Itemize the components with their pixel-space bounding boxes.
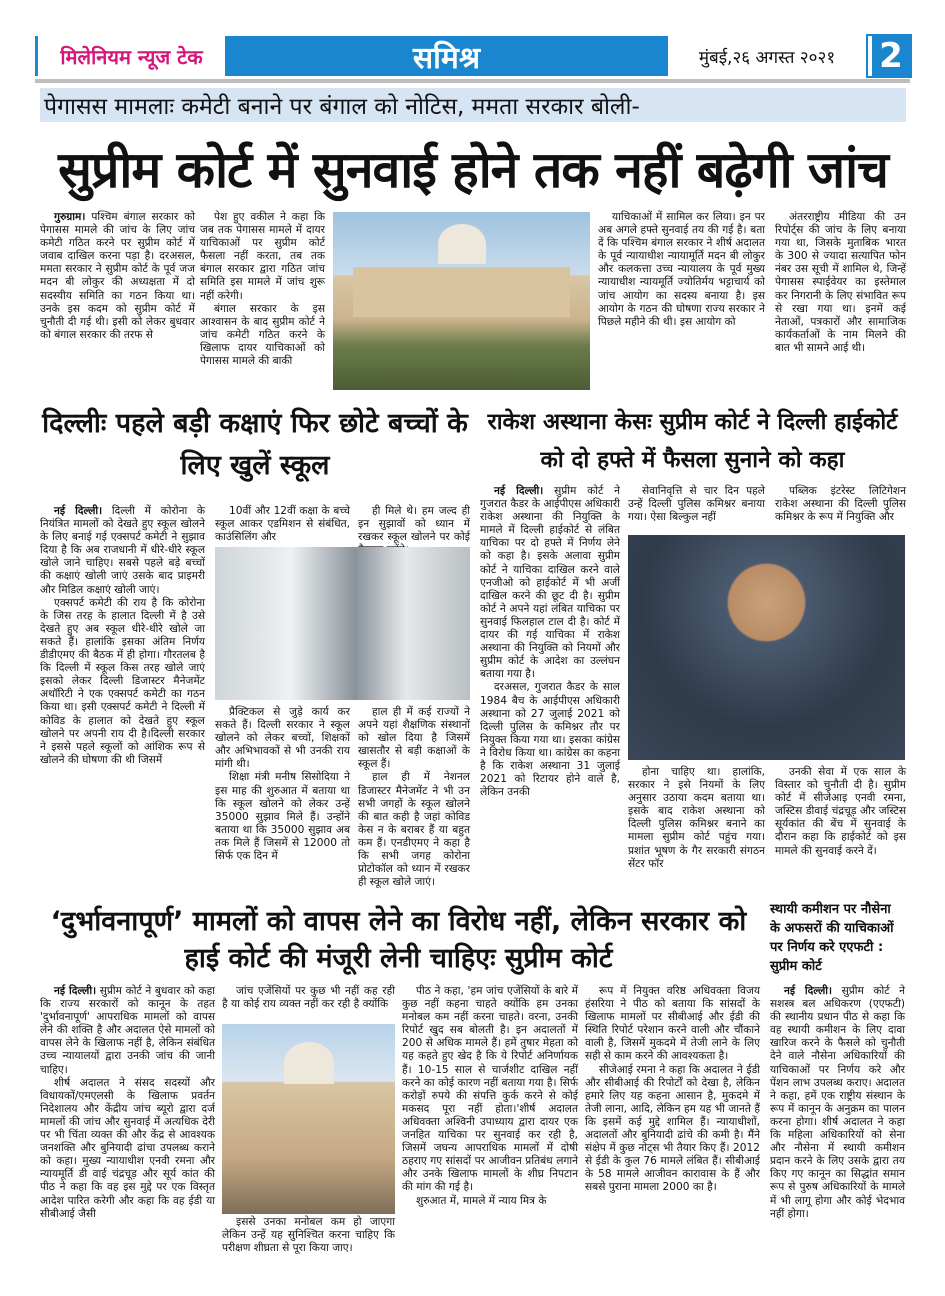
- paragraph: [480, 485, 620, 681]
- paragraph-text: एक्सपर्ट कमेटी की राय है कि कोरोना के जिस तरह के हालात दिल्ली में है उसे देखते हुए अब स्कूल धीरे-धीरे खोले जा सकते हैं। हालांकि इसका अंतिम निर्णय डीडीएमए की बैठक में ही होगा। गौरतलब है कि दिल्ली में स्कूल किस तरह खोले जाएं इसको लेकर दिल्ली डिजास्टर मैनेजमेंट अथॉरिटी ने एक एक्सपर्ट कमेटी का गठन किया था। इसी एक्सपर्ट कमेटी ने दिल्ली में कोविड के हालात को देखते हुए स्कूल खोलने पर अपनी राय दी है।दिल्ली सरकार ने इससे पहले स्कूलों को आंशिक रूप से खोलने की घोषणा की थी जिसमें: [40, 596, 205, 766]
- paragraph-text: 10वीं और 12वीं कक्षा के बच्चे स्कूल आकर एडमिशन से संबंधित, काउंसिलिंग और: [215, 505, 350, 544]
- asthana-col-3-bottom: [775, 766, 906, 886]
- paragraph: [40, 211, 195, 342]
- navy-col-1: [770, 985, 905, 1257]
- cases-col-4: [585, 985, 760, 1257]
- paragraph: [402, 1195, 578, 1208]
- schools-headline: दिल्लीः पहले बड़ी कक्षाएं फिर छोटे बच्चों के लिए खुलें स्कूल: [42, 408, 468, 481]
- paragraph-text: शिक्षा मंत्री मनीष सिसोदिया ने इस माह की शुरुआत में बताया था कि स्कूल खोलने को लेकर उन्हें 35000 सुझाव मिले हैं। उन्होंने बताया था कि 35000 सुझाव अब तक मिले हैं जिसमें से 12000 तो सिर्फ एक दिन में: [215, 771, 350, 863]
- paragraph: [585, 985, 760, 1064]
- paragraph-text: सीजेआई रमना ने कहा कि अदालत ने ईडी और सीबीआई की रिपोर्टों को देखा है, लेकिन हमारे लिए यह कहना आसान है, मुकदमे में तेजी लाना, आदि, लेकिन हम यह भी जानते हैं कि इसमें कई मुद्दे शामिल हैं। न्यायाधीशों, अदालतों और बुनियादी ढांचे की कमी है। मैंने संक्षेप में कुछ नोट्स भी तैयार किए हैं। 2012 से ईडी के कुल 76 मामले लंबित हैं। सीबीआई के 58 मामले आजीवन कारावास के हैं और सबसे पुराना मामला 2000 का है।: [585, 1063, 760, 1194]
- paragraph-text: पब्लिक इंटरेस्ट लिटिगेशन राकेश अस्थाना की दिल्ली पुलिस कमिश्नर के रूप में नियुक्ति और: [775, 485, 906, 524]
- schools-col-3-bottom: [358, 706, 470, 896]
- paragraph-text: हाल ही में कई राज्यों ने अपने यहां शैक्षणिक संस्थानों को खोल दिया है जिसमें खासतौर से बड़ी कक्षाओं के स्कूल हैं।: [358, 706, 470, 771]
- page-number: 2: [868, 36, 910, 76]
- paragraph-text: दरअसल, गुजरात कैडर के साल 1984 बैच के आईपीएस अधिकारी अस्थाना को 27 जुलाई 2021 को दिल्ली पुलिस के कमिश्नर तौर पर नियुक्त किया गया था। इसका कांग्रेस ने विरोध किया था। कांग्रेस का कहना है कि राकेश अस्थाना 31 जुलाई 2021 को रिटायर होने वाले है, लेकिन उनकी: [480, 681, 620, 799]
- paragraph: [585, 1064, 760, 1195]
- dateline: नई दिल्ली।: [54, 505, 103, 517]
- paragraph-text: सुप्रीम कोर्ट ने सशस्त्र बल अधिकरण (एएफटी) की स्थानीय प्रधान पीठ से कहा कि वह स्थायी कमीशन के लिए दावा खारिज करने के फैसले को चुनौती देने वाले नौसेना अधिकारियों की याचिकाओं पर निर्णय करे और पेंशन लाभ उपलब्ध कराए। अदालत ने कहा, हमें एक राष्ट्रीय संस्थान के रूप में कानून के अनुक्रम का पालन करना होगा। शीर्ष अदालत ने कहा कि महिला अधिकारियों को सेना और नौसेना में स्थायी कमीशन प्रदान करने के लिए उसके द्वारा तय किए गए कानून का सिद्धांत समान रूप से पुरुष अधिकारियों के मामले में भी लागू होगा और कोई भेदभाव नहीं होगा।: [770, 985, 906, 1220]
- lead-col-3: [598, 211, 765, 393]
- asthana-col-2-top: [628, 485, 765, 531]
- paragraph-text: याचिकाओं में सामिल कर लिया। इन पर अब अगले हफ्ते सुनवाई तय की गई है। बता दें कि पश्चिम बंगाल सरकार ने शीर्ष अदालत के पूर्व न्यायाधीश न्यायामूर्ति मदन बी लोकुर और कलकत्ता उच्च न्यायालय के पूर्व मुख्य न्यायाधीश न्यायमूर्ति ज्योतिर्मय भट्टाचार्य को जांच आयोग का सदस्य बनाया है। इस आयोग के गठन की घोषणा राज्य सरकार ने पिछले महीने की थी। इस आयोग को: [598, 211, 765, 328]
- paragraph-text: प्रैक्टिकल से जुड़े कार्य कर सकते हैं। दिल्ली सरकार ने स्कूल खोलने को लेकर बच्चों, शिक्षकों और अभिभावकों से भी उनकी राय मांगी थी।: [215, 706, 350, 771]
- paragraph-text: पेश हुए वकील ने कहा कि जब तक पेगासस मामले में दायर याचिकाओं पर सुप्रीम कोर्ट फैसला नहीं करता, तब तक बंगाल सरकार द्वारा गठित जांच समिति इस मामले में जांच शुरू नहीं करेगी।: [200, 211, 325, 302]
- paragraph: [40, 597, 205, 767]
- paragraph: [402, 985, 578, 1195]
- cases-col-2-top: [222, 985, 395, 1021]
- paragraph: [215, 706, 350, 771]
- paragraph-text: सेवानिवृत्ति से चार दिन पहले उन्हें दिल्ली पुलिस कमिश्नर बनाया गया। ऐसा बिल्कुल नहीं: [628, 485, 765, 524]
- paragraph: [358, 771, 470, 889]
- paragraph-text: पश्चिम बंगाल सरकार को पेगासस मामले की जांच के लिए जांच कमेटी गठित करने पर सुप्रीम कोर्ट में जवाब दाखिल करना पड़ा है। दरअसल, ममता सरकार ने सुप्रीम कोर्ट के पूर्व जज मदन बी लोकुर की अध्यक्षता में दो सदस्यीय समिति का गठन किया था। उनके इस कदम को सुप्रीम कोर्ट में चुनौती दी गई थी। इसी को लेकर बुधवार को बंगाल सरकार की तरफ से: [40, 211, 195, 341]
- paragraph: [628, 485, 765, 524]
- asthana-col-2-bottom: [628, 766, 765, 886]
- asthana-col-1: [480, 485, 620, 897]
- paper-logo: मिलेनियम न्यूज टेक: [35, 36, 225, 76]
- paragraph-text: उनकी सेवा में एक साल के विस्तार को चुनौती दी है। सुप्रीम कोर्ट में सीजेआइ एनवी रमना, जस्टिस डीवाई चंद्रचूड़ और जस्टिस सूर्यकांत की बेंच में सुनवाई के दौरान कहा कि हाईकोर्ट को इस मामले की सुनवाई करने दें।: [775, 766, 906, 857]
- paragraph-text: अंतरराष्ट्रीय मीडिया की उन रिपोर्ट्स की जांच के लिए बनाया गया था, जिसके मुताबिक भारत के 300 से ज्यादा सत्यापित फोन नंबर उस सूची में शामिल थे, जिन्हें पेगासस स्पाईवेयर का इस्तेमाल कर निगरानी के लिए संभावित रूप से रखा गया था। इनमें कई नेताओं, पत्रकारों और सामाजिक कार्यकर्ताओं के नाम मिलने की बात भी सामने आई थी।: [775, 211, 906, 354]
- paragraph-text: रूप में नियुक्त वरिष्ठ अधिवक्ता विजय हंसरिया ने पीठ को बताया कि सांसदों के खिलाफ मामलों पर सीबीआई और ईडी की स्थिति रिपोर्ट परेशान करने वाली और चौंकाने वाली है, जिसमें मुकदमे में तेजी लाने के लिए सही से काम करने की आवश्यकता है।: [585, 985, 760, 1063]
- lead-col-2: [200, 211, 325, 393]
- dateline: नई दिल्ली।: [494, 485, 544, 497]
- paragraph: [598, 211, 765, 329]
- paragraph: [775, 485, 906, 524]
- schools-col-2-bottom: [215, 706, 350, 896]
- paragraph-text: दिल्ली में कोरोना के नियंत्रित मामलों को देखते हुए स्कूल खोलने के लिए बनाई गई एक्सपर्ट कमेटी ने सुझाव दिया है कि अब राजधानी में धीरे-धीरे स्कूल खोले जाने चाहिए। सबसे पहले बड़े बच्चों की कक्षाएं खोली जाएं उसके बाद प्राइमरी और मिडिल कक्षाएं खोली जाएं।: [40, 505, 206, 596]
- lead-col-1: [40, 211, 195, 393]
- dateline: नई दिल्ली।: [54, 985, 97, 997]
- paragraph-text: सुप्रीम कोर्ट ने बुधवार को कहा कि राज्य सरकारों को कानून के तहत 'दुर्भावनापूर्ण' आपराधिक मामलों को वापस लेने की शक्ति है और अदालत ऐसे मामलों को वापस लेने के खिलाफ नहीं है, लेकिन संबंधित उच्च न्यायालयों द्वारा उनकी जांच की जानी चाहिए।: [40, 985, 215, 1076]
- paragraph-text: होना चाहिए था। हालांकि, सरकार ने इसे नियमों के लिए अनुसार उठाया कदम बताया था।इसके बाद राकेश अस्थाना को दिल्ली पुलिस कमिश्नर बनाने का मामला सुप्रीम कोर्ट पहुंच गया। प्रशांत भूषण के गैर सरकारी संगठन सेंटर फॉर: [628, 766, 765, 870]
- paragraph-text: ही मिले थे। हम जल्द ही इन सुझावों को ध्यान में रखकर स्कूल खोलने पर कोई: [358, 505, 470, 544]
- lead-headline: सुप्रीम कोर्ट में सुनवाई होने तक नहीं बढ़ेगी जांच: [58, 141, 888, 199]
- schools-col-3-top: [358, 505, 470, 547]
- school-students-photo: [215, 547, 470, 700]
- paragraph: [40, 1077, 215, 1221]
- paragraph-text: बंगाल सरकार के इस आश्वासन के बाद सुप्रीम कोर्ट ने जांच कमेटी गठित करने के खिलाफ दायर याचिकाओं को पेगासस मामले की बाकी: [200, 302, 325, 368]
- paragraph: [200, 211, 325, 303]
- schools-col-1: [40, 505, 205, 897]
- paragraph: [40, 985, 215, 1077]
- asthana-col-3-top: [775, 485, 906, 531]
- paragraph: [770, 985, 905, 1221]
- masthead-divider: [35, 79, 910, 83]
- asthana-headline: राकेश अस्थाना केसः सुप्रीम कोर्ट ने दिल्ली हाईकोर्ट को दो हफ्ते में फैसला सुनाने को कहा: [487, 409, 898, 473]
- paragraph: [358, 706, 470, 771]
- supreme-court-photo: [333, 212, 590, 390]
- navy-headline: स्थायी कमीशन पर नौसेना के अफसरों की याचिकाओं पर निर्णय करे एएफटी : सुप्रीम कोर्ट: [770, 902, 894, 974]
- cases-col-2-bottom: [222, 1216, 395, 1256]
- dateline: गुरुग्राम।: [54, 211, 86, 223]
- section-title: समिश्र: [225, 36, 668, 76]
- cases-col-3: [402, 985, 578, 1257]
- lead-col-4: [775, 211, 906, 393]
- edition-date: मुंबई,२६ अगस्त २०२१: [698, 47, 836, 68]
- paragraph: [215, 505, 350, 544]
- paragraph: [215, 771, 350, 863]
- paragraph: [775, 211, 906, 355]
- paragraph: [222, 985, 395, 1011]
- schools-col-2-top: [215, 505, 350, 547]
- paragraph-text: इससे उनका मनोबल कम हो जाएगा लेकिन उन्हें यह सुनिश्चित करना चाहिए कि परीक्षण शीघ्रता से पूरा किया जाए।: [222, 1216, 395, 1255]
- paragraph-text: पीठ ने कहा, 'हम जांच एजेंसियों के बारे में कुछ नहीं कहना चाहते क्योंकि हम उनका मनोबल कम नहीं करना चाहते। वरना, उनकी रिपोर्ट खुद सब बोलती है। इन अदालतों में 200 से अधिक मामले हैं। हमें तुषार मेहता को यह कहते हुए खेद है कि ये रिपोर्ट अनिर्णायक हैं। 10-15 साल से चार्जशीट दाखिल नहीं करने का कोई कारण नहीं बताया गया है। सिर्फ करोड़ों रुपये की संपत्ति कुर्क करने से कोई मकसद पूरा नहीं होता।'शीर्ष अदालत अधिवक्ता अश्विनी उपाध्याय द्वारा दायर एक जनहित याचिका पर सुनवाई कर रही है, जिसमें जघन्य आपराधिक मामलों में दोषी ठहराए गए सांसदों पर आजीवन प्रतिबंध लगाने और उनके खिलाफ मामलों के शीघ्र निपटान की मांग की गई है।: [402, 985, 578, 1194]
- lead-kicker: पेगासस मामलाः कमेटी बनाने पर बंगाल को नोटिस, ममता सरकार बोली-: [40, 88, 906, 122]
- dateline: नई दिल्ली।: [784, 985, 833, 997]
- cases-col-1: [40, 985, 215, 1255]
- paragraph-text: शुरुआत में, मामले में न्याय मित्र के: [416, 1194, 547, 1207]
- paragraph: [480, 681, 620, 799]
- supreme-court-photo-2: [222, 1024, 395, 1214]
- paragraph-text: हाल ही में नेशनल डिजास्टर मैनेजमेंट ने भी उन सभी जगहों के स्कूल खोलने की बात कही है जहां कोविड केस न के बराबर हैं या बहुत कम हैं। एनडीएमए ने कहा है कि सभी जगह कोरोना प्रोटोकॉल को ध्यान में रखकर ही स्कूल खोले जाएं।: [358, 771, 470, 889]
- paragraph-text: जांच एजेंसियों पर कुछ भी नहीं कह रही है या कोई राय व्यक्त नहीं कर रही है क्योंकि: [222, 985, 395, 1011]
- rakesh-asthana-photo: [628, 535, 905, 760]
- cases-headline: ‘दुर्भावनापूर्ण’ मामलों को वापस लेने का विरोध नहीं, लेकिन सरकार को हाई कोर्ट की मंजूरी लेनी चाहिएः सुप्रीम कोर्ट: [50, 905, 747, 974]
- paragraph-text: शीर्ष अदालत ने संसद सदस्यों और विधायकों/एमएलसी के खिलाफ प्रवर्तन निदेशालय और केंद्रीय जांच ब्यूरो द्वारा दर्ज मामलों की जांच और सुनवाई में अत्यधिक देरी पर भी चिंता व्यक्त की और केंद्र से आवश्यक जनशक्ति और बुनियादी ढांचा उपलब्ध कराने को कहा। मुख्य न्यायाधीश एनवी रमना और न्यायमूर्ति डी वाई चंद्रचूड़ और सूर्य कांत की पीठ ने कहा कि वह इस मुद्दे पर एक विस्तृत आदेश पारित करेगी और कहा कि वह ईडी या सीबीआई जैसी: [40, 1076, 215, 1220]
- paragraph: [40, 505, 205, 597]
- paragraph-text: सुप्रीम कोर्ट ने गुजरात कैडर के आईपीएस अधिकारी राकेश अस्थाना की नियुक्ति के मामले में दिल्ली हाईकोर्ट से लंबित याचिका पर दो हफ्ते में निर्णय लेने को कहा है। इसके अलावा सुप्रीम कोर्ट ने याचिका दाखिल करने वाले एनजीओ को हाईकोर्ट में भी अर्जी दाखिल करने की छूट दी है। सुप्रीम कोर्ट ने अपने यहां लंबित याचिका पर सुनवाई फिलहाल टाल दी है। कोर्ट में दायर की गई याचिका में राकेश अस्थाना की नियुक्ति को नियमों और सुप्रीम कोर्ट के आदेश का उल्लंघन बताया गया है।: [480, 485, 621, 681]
- paragraph: [628, 766, 765, 871]
- paragraph: [200, 303, 325, 368]
- paragraph: [775, 766, 906, 858]
- paragraph: [222, 1216, 395, 1255]
